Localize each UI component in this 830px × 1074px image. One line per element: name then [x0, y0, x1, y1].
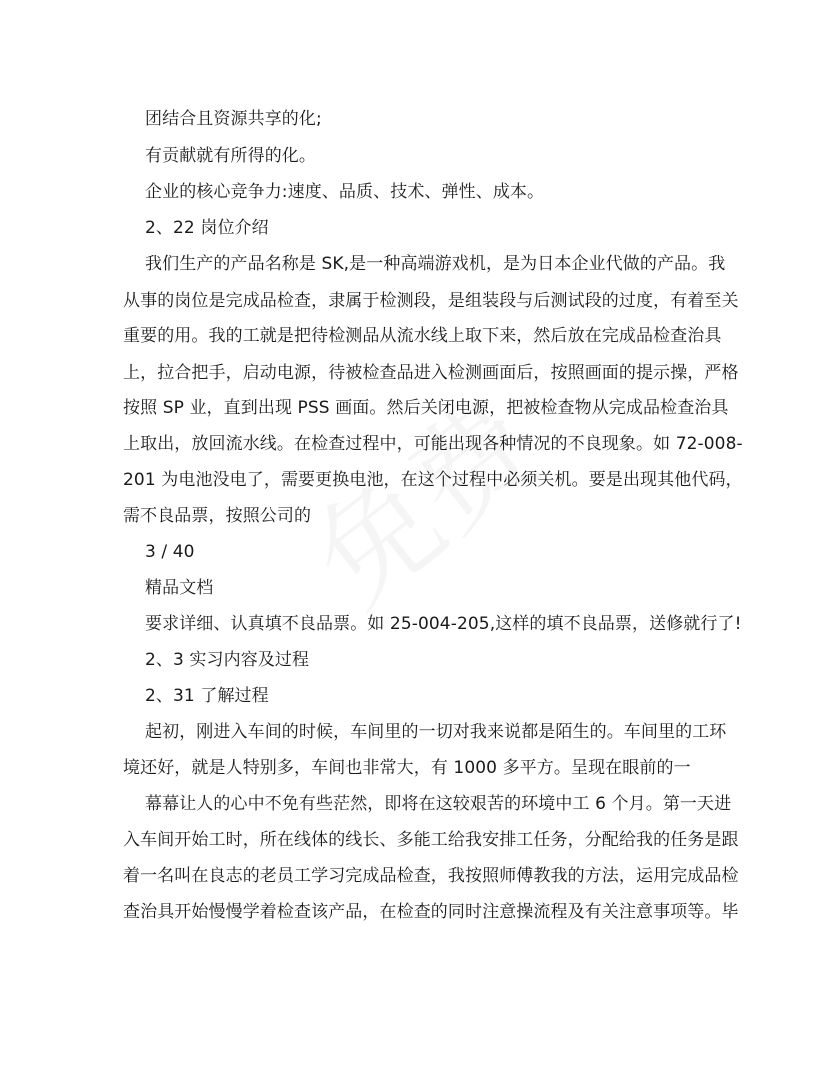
- section-heading: 2、31 了解过程: [145, 686, 269, 706]
- text-line: 从事的岗位是完成品检查，隶属于检测段，是组装段与后测试段的过度，有着至关: [123, 291, 739, 311]
- text-line: 重要的用。我的工就是把待检测品从流水线上取下来，然后放在完成品检查治具: [123, 326, 722, 346]
- text-line: 幕幕让人的心中不免有些茫然，即将在这较艰苦的环境中工 6 个月。第一天进: [145, 794, 732, 814]
- text-line: 上取出，放回流水线。在检查过程中，可能出现各种情况的不良现象。如 72-008-: [123, 434, 743, 454]
- document-label: 精品文档: [145, 578, 214, 598]
- text-line: 着一名叫在良志的老员工学习完成品检查，我按照师傅教我的方法，运用完成品检: [123, 866, 739, 886]
- text-line: 查治具开始慢慢学着检查该产品，在检查的同时注意操流程及有关注意事项等。毕: [123, 902, 739, 922]
- text-line: 有贡献就有所得的化。: [145, 146, 316, 166]
- text-line: 入车间开始工时，所在线体的线长、多能工给我安排工任务，分配给我的任务是跟: [123, 830, 739, 850]
- text-line: 我们生产的产品名称是 SK,是一种高端游戏机，是为日本企业代做的产品。我: [145, 254, 726, 274]
- page-number: 3 / 40: [145, 542, 195, 562]
- text-line: 团结合且资源共享的化;: [145, 109, 322, 129]
- text-line: 需不良品票，按照公司的: [123, 506, 312, 526]
- text-line: 上，拉合把手，启动电源，待被检查品进入检测画面后，按照画面的提示操，严格: [123, 363, 739, 383]
- text-line: 按照 SP 业，直到出现 PSS 画面。然后关闭电源，把被检查物从完成品检查治具: [123, 398, 729, 418]
- text-line: 企业的核心竞争力:速度、品质、技术、弹性、成本。: [145, 182, 545, 202]
- text-line: 要求详细、认真填不良品票。如 25-004-205,这样的填不良品票，送修就行了!: [145, 614, 742, 634]
- section-heading: 2、3 实习内容及过程: [145, 650, 310, 670]
- section-heading: 2、22 岗位介绍: [145, 218, 269, 238]
- text-line: 境还好，就是人特别多，车间也非常大，有 1000 多平方。呈现在眼前的一: [123, 758, 691, 778]
- text-line: 201 为电池没电了，需要更换电池，在这个过程中必须关机。要是出现其他代码，: [123, 470, 743, 490]
- text-line: 起初，刚进入车间的时候，车间里的一切对我来说都是陌生的。车间里的工环: [145, 722, 727, 742]
